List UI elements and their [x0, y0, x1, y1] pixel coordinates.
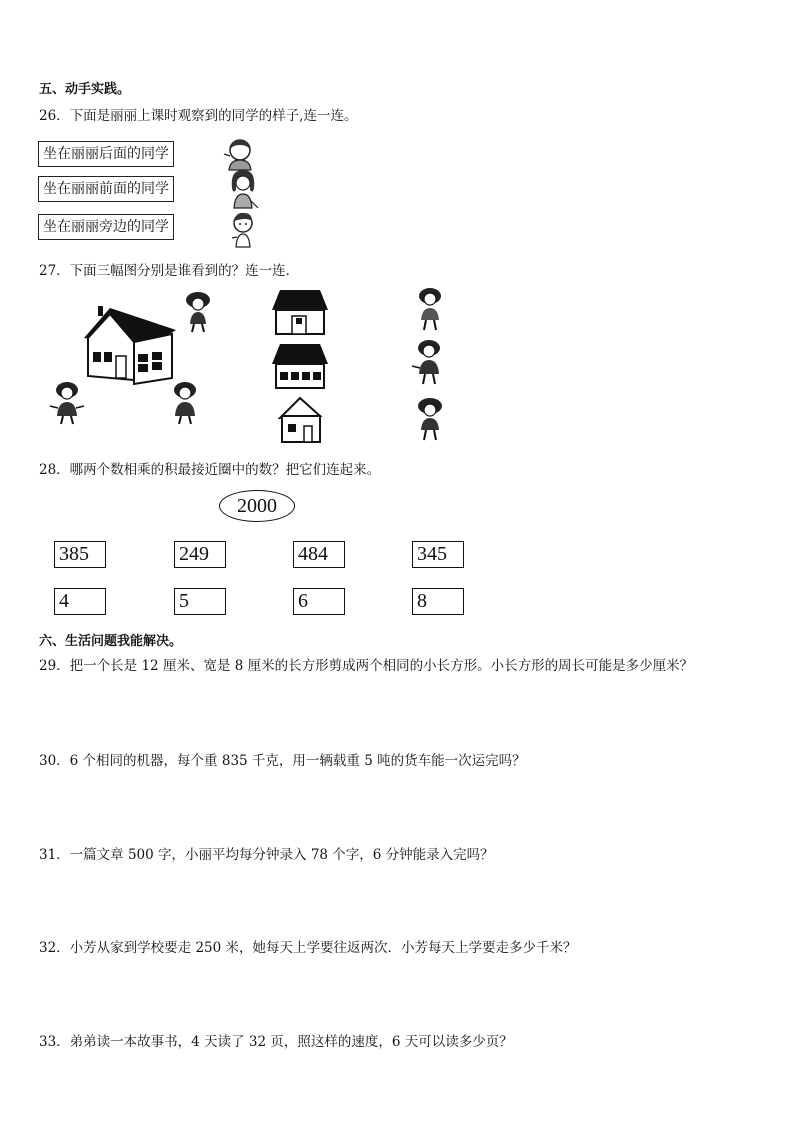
house-front-view-illustration: [270, 288, 330, 336]
house-gable-view-illustration: [276, 396, 326, 444]
factor-box: 8: [412, 588, 464, 615]
factor-box: 484: [293, 541, 345, 568]
child-front-view-illustration: [226, 168, 260, 212]
child-side-view-illustration: [226, 210, 260, 250]
factor-box: 5: [174, 588, 226, 615]
child-bottom-right-illustration: [166, 380, 204, 426]
target-number-oval: 2000: [219, 490, 295, 522]
question-28: 28．哪两个数相乘的积最接近圈中的数？把它们连起来。: [39, 462, 381, 478]
question-30: 30．6 个相同的机器，每个重 835 千克，用一辆载重 5 吨的货车能一次运完吗？: [39, 753, 526, 769]
factor-box: 6: [293, 588, 345, 615]
question-33: 33．弟弟读一本故事书，4 天读了 32 页，照这样的速度，6 天可以读多少页？: [39, 1034, 513, 1050]
house-illustration: [80, 300, 180, 390]
factor-box: 4: [54, 588, 106, 615]
child-option-2-illustration: [410, 338, 448, 386]
question-32: 32．小芳从家到学校要走 250 米，她每天上学要往返两次．小芳每天上学要走多少千米？: [39, 940, 577, 956]
factor-box: 345: [412, 541, 464, 568]
question-29: 29．把一个长是 12 厘米、宽是 8 厘米的长方形剪成两个相同的小长方形。小长方形的周长可能是多少厘米？: [39, 658, 694, 674]
question-27: 27．下面三幅图分别是谁看到的？连一连．: [39, 263, 300, 279]
label-beside: 坐在丽丽旁边的同学: [38, 214, 174, 240]
label-front: 坐在丽丽前面的同学: [38, 176, 174, 202]
factor-box: 249: [174, 541, 226, 568]
factor-box: 385: [54, 541, 106, 568]
child-bottom-left-illustration: [48, 380, 86, 426]
section-title-6: 六、生活问题我能解决。: [39, 634, 183, 649]
question-31: 31．一篇文章 500 字，小丽平均每分钟录入 78 个字，6 分钟能录入完吗？: [39, 847, 494, 863]
section-title-5: 五、动手实践。: [39, 82, 131, 97]
child-top-right-illustration: [180, 290, 216, 334]
house-side-view-illustration: [270, 342, 330, 390]
question-26: 26．下面是丽丽上课时观察到的同学的样子,连一连。: [39, 108, 358, 124]
child-back-view-illustration: [220, 136, 260, 172]
label-behind: 坐在丽丽后面的同学: [38, 141, 174, 167]
child-option-3-illustration: [412, 396, 448, 442]
child-option-1-illustration: [412, 286, 448, 332]
